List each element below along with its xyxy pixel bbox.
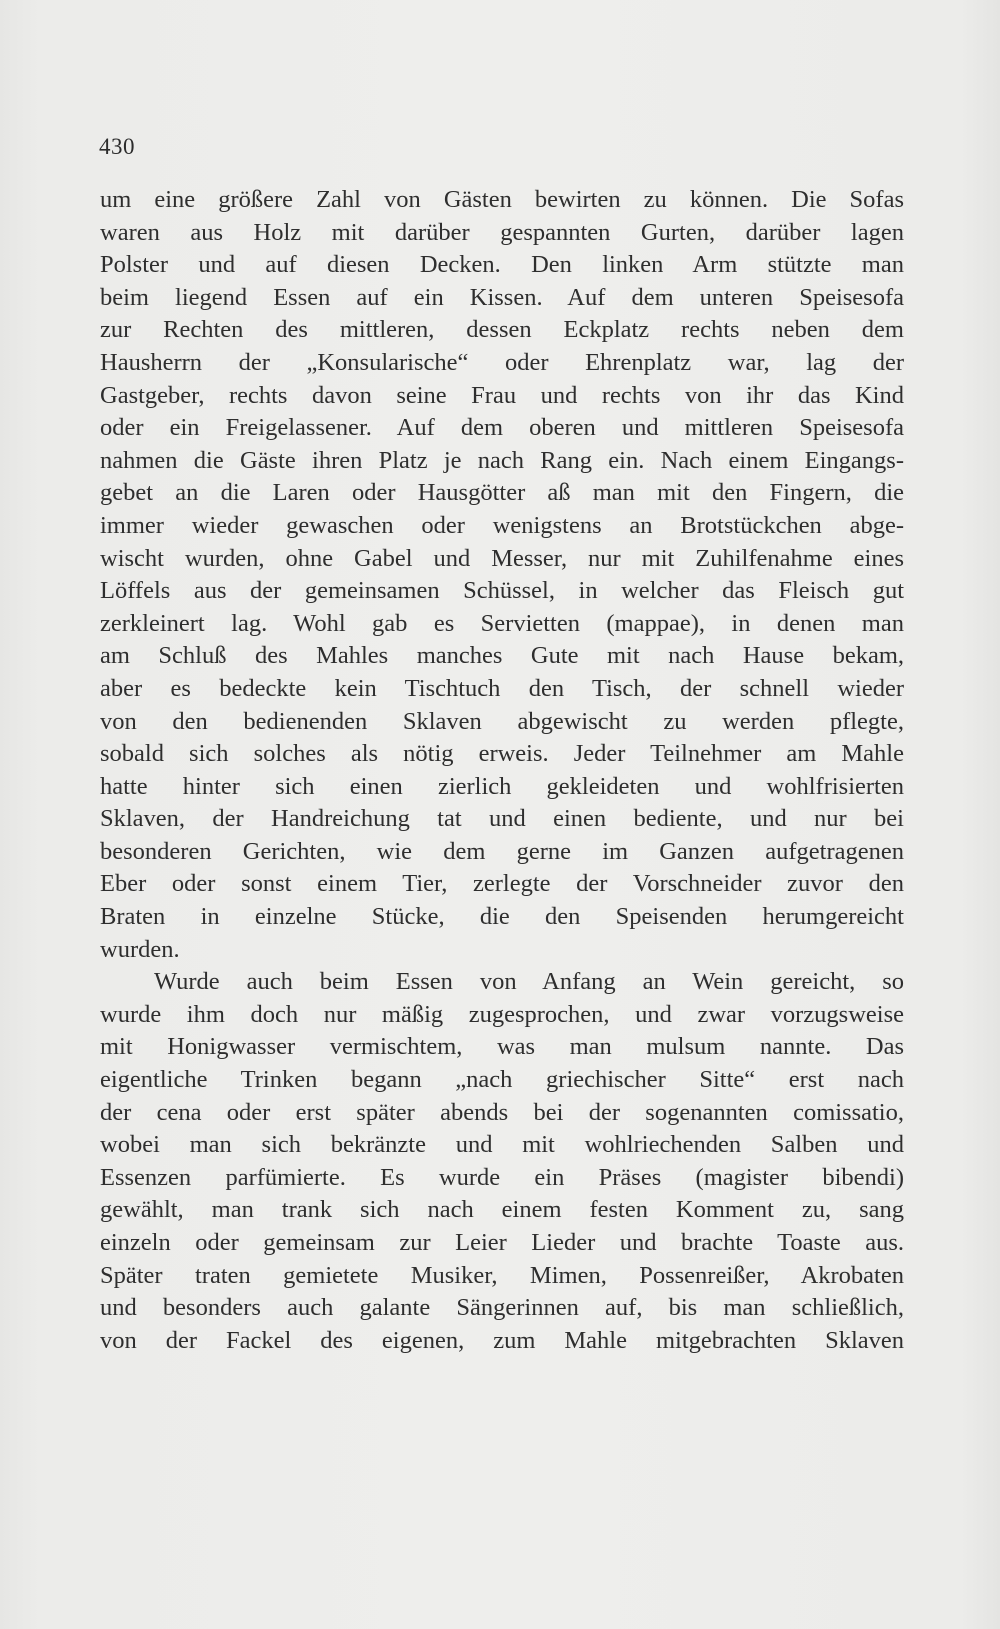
text-line: am Schluß des Mahles manches Gute mit nach Hause bekam, [100,642,904,670]
text-line: beim liegend Essen auf ein Kissen. Auf dem unteren Speisesofa [100,283,904,311]
text-line: zur Rechten des mittleren, dessen Eckplatz rechts neben dem [100,316,904,344]
text-line: einzeln oder gemeinsam zur Leier Lieder und brachte Toaste aus. [100,1229,904,1256]
text-line: von der Fackel des eigenen, zum Mahle mitgebrachten Sklaven [100,1326,904,1354]
text-line: sobald sich solches als nötig erweis. Jeder Teilnehmer am Mahle [100,740,904,768]
text-line: gewählt, man trank sich nach einem festen Komment zu, sang [100,1196,904,1224]
text-line: mit Honigwasser vermischtem, was man mulsum nannte. Das [100,1033,904,1061]
text-line: wurde ihm doch nur mäßig zugesprochen, und zwar vorzugsweise [100,1000,904,1028]
text-line: wobei man sich bekränzte und mit wohlriechenden Salben und [100,1131,904,1159]
text-line: immer wieder gewaschen oder wenigstens an Brotstückchen abge- [100,511,904,539]
text-line: Hausherrn der „Konsularische“ oder Ehrenplatz war, lag der [100,348,904,376]
text-line: oder ein Freigelassener. Auf dem oberen und mittleren Speisesofa [100,414,904,442]
text-line: Löffels aus der gemeinsamen Schüssel, in welcher das Fleisch gut [100,577,904,605]
text-line: um eine größere Zahl von Gästen bewirten zu können. Die Sofas [100,186,904,213]
text-line: und besonders auch galante Sängerinnen auf, bis man schließlich, [100,1294,904,1322]
text-line: aber es bedeckte kein Tischtuch den Tisch, der schnell wieder [100,674,904,702]
paragraph-2 [100,966,904,1357]
text-line: Braten in einzelne Stücke, die den Speisenden herumgereicht [100,903,904,931]
text-line: Später traten gemietete Musiker, Mimen, Possenreißer, Akrobaten [100,1261,904,1289]
text-line: eigentliche Trinken begann „nach griechischer Sitte“ erst nach [100,1066,904,1094]
text-line: wurden. [100,935,180,963]
text-line: hatte hinter sich einen zierlich gekleideten und wohlfrisierten [100,772,904,800]
text-line: Wurde auch beim Essen von Anfang an Wein gereicht, so [154,968,904,996]
text-line: Polster und auf diesen Decken. Den linken Arm stützte man [100,251,904,279]
page-number: 430 [99,134,135,159]
text-line: der cena oder erst später abends bei der sogenannten comissatio, [100,1098,904,1126]
text-line: besonderen Gerichten, wie dem gerne im Ganzen aufgetragenen [100,837,904,865]
text-line: Sklaven, der Handreichung tat und einen bediente, und nur bei [100,805,904,833]
paragraph-1 [100,184,904,966]
text-line: gebet an die Laren oder Hausgötter aß man mit den Fingern, die [100,479,904,507]
text-line: Gastgeber, rechts davon seine Frau und rechts von ihr das Kind [100,381,904,409]
text-line: zerkleinert lag. Wohl gab es Servietten (mappae), in denen man [100,609,904,637]
body-text [100,184,904,1357]
text-line: Essenzen parfümierte. Es wurde ein Präses (magister bibendi) [100,1163,904,1191]
text-line: wischt wurden, ohne Gabel und Messer, nur mit Zuhilfenahme eines [100,544,904,572]
text-line: Eber oder sonst einem Tier, zerlegte der Vorschneider zuvor den [100,870,904,898]
text-line: nahmen die Gäste ihren Platz je nach Rang ein. Nach einem Eingangs- [100,446,904,474]
text-line: waren aus Holz mit darüber gespannten Gurten, darüber lagen [100,218,904,246]
text-line: von den bedienenden Sklaven abgewischt zu werden pflegte, [100,707,904,735]
